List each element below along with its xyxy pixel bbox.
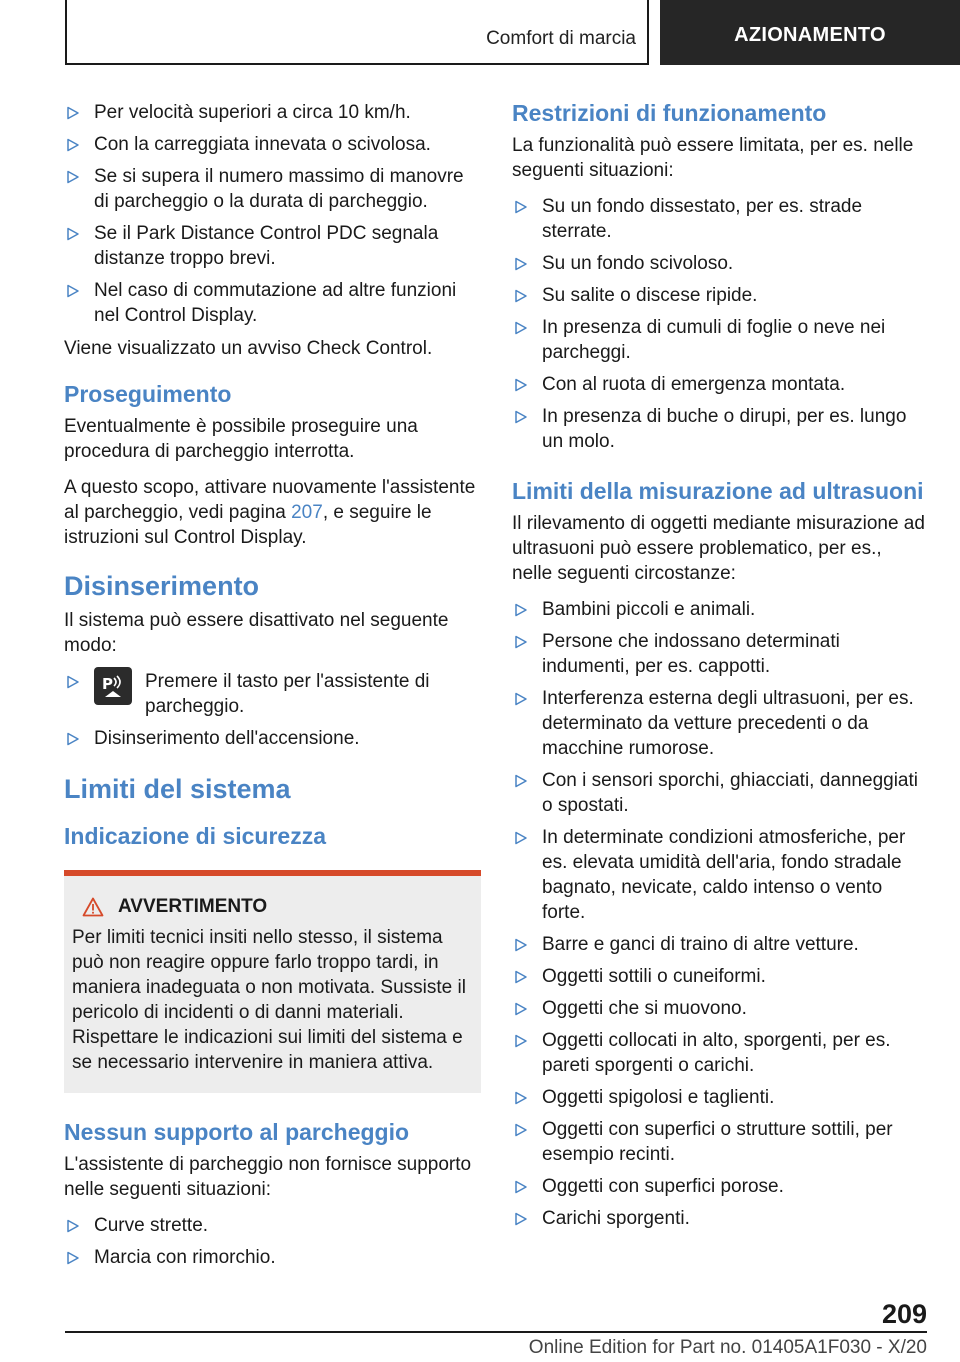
warning-title: AVVERTIMENTO	[72, 894, 471, 919]
list-item: Curve strette.	[64, 1213, 481, 1238]
list-item: Per velocità superiori a circa 10 km/h.	[64, 100, 481, 125]
list-item: Oggetti con superfici o strutture sottili, per esempio recinti.	[512, 1117, 926, 1167]
list-item: Se si supera il numero massimo di manovre di parcheggio o la durata di parcheggio.	[64, 164, 481, 214]
paragraph: Il sistema può essere disattivato nel seguente modo:	[64, 610, 449, 656]
list-item: Oggetti con superfici porose.	[512, 1174, 926, 1199]
list-item: In presenza di cumuli di foglie o neve nei parcheggi.	[512, 315, 926, 365]
list-item: Nel caso di commutazione ad altre funzioni nel Control Display.	[64, 278, 481, 328]
page-number: 209	[881, 1299, 927, 1329]
section-heading-nessun-supporto: Nessun supporto al parcheggio	[64, 1119, 410, 1145]
list-item: Oggetti che si muovono.	[512, 996, 926, 1021]
list-item: Disinserimento dell'accensione.	[64, 726, 481, 751]
header-section-title: Comfort di marcia	[486, 28, 636, 49]
list-item: P Premere il tasto per l'assistente di parcheggio.	[64, 669, 481, 719]
list-item: Carichi sporgenti.	[512, 1206, 926, 1231]
list-item: Su un fondo dissestato, per es. strade sterrate.	[512, 194, 926, 244]
list-item: In determinate condizioni atmosferiche, per es. elevata umidità dell'aria, fondo stradale bagnato, nevicate, caldo intenso o vento forte.	[512, 825, 926, 925]
section-heading-sicurezza: Indicazione di sicurezza	[64, 823, 327, 849]
section-heading-restrizioni: Restrizioni di funzionamento	[512, 100, 827, 126]
page-reference-link[interactable]: 207	[291, 502, 323, 523]
list-item: Su salite o discese ripide.	[512, 283, 926, 308]
check-control-note: Viene visualizzato un avviso Check Control.	[64, 338, 433, 359]
list-item: Con la carreggiata innevata o scivolosa.	[64, 132, 481, 157]
header-rule-divider	[647, 0, 649, 64]
list-item: Con i sensori sporchi, ghiacciati, danneggiati o spostati.	[512, 768, 926, 818]
header-rule-left	[65, 0, 67, 64]
intro-list	[64, 100, 481, 328]
list-item: Se il Park Distance Control PDC segnala distanze troppo brevi.	[64, 221, 481, 271]
left-column	[64, 100, 481, 1278]
paragraph: Il rilevamento di oggetti mediante misurazione ad ultrasuoni può essere problematico, per es., nelle seguenti circostanze:	[512, 513, 925, 584]
paragraph-with-link: A questo scopo, attivare nuovamente l'assistente al parcheggio, vedi pagina 207, e seguire le istruzioni sul Control Display.	[64, 477, 476, 548]
nessun-supporto-list	[64, 1213, 481, 1270]
ultrasuoni-list	[512, 597, 926, 1231]
section-heading-limiti: Limiti del sistema	[64, 774, 291, 804]
list-item: Oggetti collocati in alto, sporgenti, per es. pareti sporgenti o carichi.	[512, 1028, 926, 1078]
list-item: Bambini piccoli e animali.	[512, 597, 926, 622]
restrizioni-list	[512, 194, 926, 454]
list-item: Oggetti sottili o cuneiformi.	[512, 964, 926, 989]
list-item: Oggetti spigolosi e taglienti.	[512, 1085, 926, 1110]
list-item: In presenza di buche o dirupi, per es. lungo un molo.	[512, 404, 926, 454]
footer-rule	[65, 1331, 927, 1333]
paragraph: La funzionalità può essere limitata, per es. nelle seguenti situazioni:	[512, 135, 914, 181]
footer-edition-text: Online Edition for Part no. 01405A1F030 - X/20	[528, 1337, 927, 1358]
header-chapter-tab: AZIONAMENTO	[660, 0, 960, 65]
svg-text:P: P	[102, 675, 113, 693]
warning-box	[64, 870, 481, 1093]
warning-text: Per limiti tecnici insiti nello stesso, il sistema può non reagire oppure farlo troppo tardi, in maniera inadeguata o non motivata. Sussiste il pericolo di incidenti o di danni materiali. Rispettare le indicazioni sui limiti del sistema e se necessario intervenire in maniera attiva.	[72, 927, 466, 1073]
list-item: Interferenza esterna degli ultrasuoni, per es. determinato da vetture precedenti o da macchine rumorose.	[512, 686, 926, 761]
list-item: Persone che indossano determinati indumenti, per es. cappotti.	[512, 629, 926, 679]
list-item: Con al ruota di emergenza montata.	[512, 372, 926, 397]
list-item: Barre e ganci di traino di altre vetture.	[512, 932, 926, 957]
section-heading-disinserimento: Disinserimento	[64, 571, 260, 601]
section-heading-ultrasuoni: Limiti della misurazione ad ultrasuoni	[512, 478, 924, 504]
paragraph: Eventualmente è possibile proseguire una procedura di parcheggio interrotta.	[64, 416, 418, 462]
parking-assistant-button-icon	[94, 667, 132, 705]
list-item: Marcia con rimorchio.	[64, 1245, 481, 1270]
section-heading-proseguimento: Proseguimento	[64, 381, 232, 407]
paragraph: L'assistente di parcheggio non fornisce supporto nelle seguenti situazioni:	[64, 1154, 472, 1200]
disinserimento-list	[64, 669, 481, 751]
warning-triangle-icon	[82, 897, 104, 917]
right-column	[512, 100, 926, 1239]
list-item: Su un fondo scivoloso.	[512, 251, 926, 276]
header-rule-bottom	[65, 63, 649, 65]
